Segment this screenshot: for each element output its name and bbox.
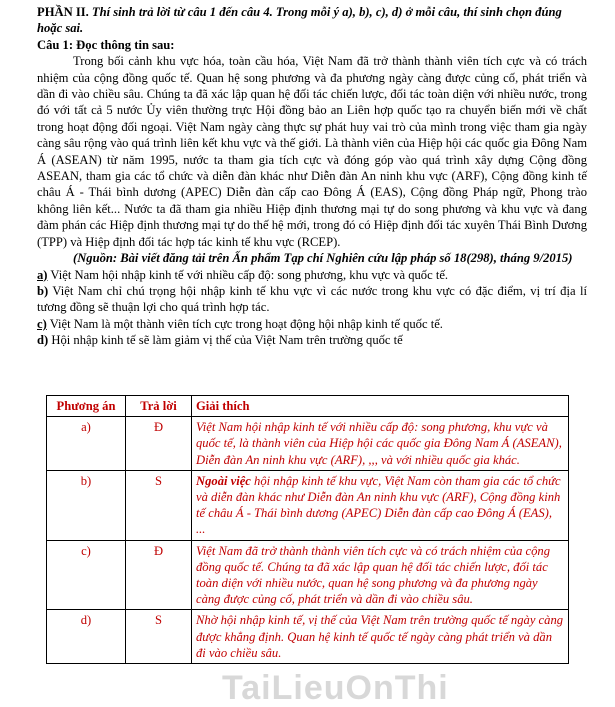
statement-text: Hội nhập kinh tế sẽ làm giảm vị thế của Việt Nam trên trường quốc tế xyxy=(48,333,403,348)
header-explanation: Giải thích xyxy=(192,396,569,417)
statement-label: c) xyxy=(37,316,47,331)
statement-label: d) xyxy=(37,333,49,348)
explanation-text: Nhờ hội nhập kinh tế, vị thế của Việt Nam trên trường quốc tế ngày càng được khẳng định. Quan hệ kinh tế quốc tế ngày càng phát triển và dần đi vào chiều sâu. xyxy=(196,613,564,660)
statement-text: Việt Nam chỉ chú trọng hội nhập kinh tế khu vực vì các nước trong khu vực có đặc điểm, vị trí địa lí tương đồng sẽ thuận lợi cho quá trình hợp tác. xyxy=(37,283,587,315)
row-answer: Đ xyxy=(126,540,192,610)
section-label: PHẦN II. xyxy=(37,5,89,19)
explanation-text: hội nhập kinh tế khu vực, Việt Nam còn tham gia các tổ chức và diễn đàn khác như Diễn đàn An ninh khu vực (ARF), Cộng đồng kinh tế châu Á - Thái bình dương (APEC) Diễn đàn cấp cao Đông Á (EAS), ... xyxy=(196,473,561,537)
statement-a xyxy=(37,267,587,283)
explanation-text: Việt Nam hội nhập kinh tế với nhiều cấp độ: song phương, khu vực và quốc tế, là thành viên của Hiệp hội các quốc gia Đông Nam Á (ASEAN), Diễn đàn An ninh khu vực (ARF), ,,, và với nhiều quốc gia khác. xyxy=(196,420,562,467)
watermark: TaiLieuOnThi xyxy=(222,669,449,707)
header-option: Phương án xyxy=(47,396,126,417)
document-page xyxy=(37,4,587,349)
statement-c xyxy=(37,316,587,332)
passage-source: (Nguồn: Bài viết đăng tải trên Ấn phẩm Tạp chí Nghiên cứu lập pháp số 18(298), tháng 9/2015) xyxy=(73,251,573,266)
row-answer: Đ xyxy=(126,417,192,471)
row-option: b) xyxy=(47,470,126,540)
row-answer: S xyxy=(126,470,192,540)
section-heading xyxy=(37,4,587,37)
statement-text: Việt Nam hội nhập kinh tế với nhiều cấp độ: song phương, khu vực và quốc tế. xyxy=(47,267,449,282)
answer-table xyxy=(46,395,569,664)
statement-b xyxy=(37,283,587,316)
table-row xyxy=(47,540,569,610)
statement-text: Việt Nam là một thành viên tích cực trong hoạt động hội nhập kinh tế quốc tế. xyxy=(46,316,443,331)
row-explanation xyxy=(192,610,569,664)
row-explanation xyxy=(192,540,569,610)
row-explanation xyxy=(192,417,569,471)
explanation-emphasis: Ngoài việc xyxy=(196,473,251,488)
table-row xyxy=(47,417,569,471)
question-title: Câu 1: Đọc thông tin sau: xyxy=(37,37,175,52)
explanation-text: Việt Nam đã trở thành thành viên tích cực và có trách nhiệm của cộng đồng quốc tế. Chúng ta đã xác lập quan hệ đối tác chiến lược, đối tác toàn diện với nhiều nước, quan hệ song phương và đa phương ngày càng được củng cố, phát triển và dần đi vào chiều sâu. xyxy=(196,543,551,607)
row-explanation xyxy=(192,470,569,540)
table-row xyxy=(47,470,569,540)
header-answer: Trả lời xyxy=(126,396,192,417)
section-instruction: Thí sinh trả lời từ câu 1 đến câu 4. Trong mỗi ý a), b), c), d) ở mỗi câu, thí sinh chọn đúng hoặc sai. xyxy=(37,5,562,36)
reading-passage: Trong bối cảnh khu vực hóa, toàn cầu hóa, Việt Nam đã trở thành thành viên tích cực và có trách nhiệm của cộng đồng quốc tế. Quan hệ song phương và đa phương ngày càng được củng cố, phát triển và dần đi vào chiều sâu. Chúng ta đã xác lập quan hệ đối tác chiến lược, đối tác toàn diện với nhiều nước, trong đó với tất cả 5 nước Ủy viên thường trực Hội đồng bảo an Liên hợp quốc tạo ra chuyển biến mới về chất trong hoạt động đối ngoại. Việt Nam ngày càng thực sự phát huy vai trò của mình trong việc tham gia ngày càng sâu rộng vào quá trình liên kết khu vực và thế giới. Là thành viên của Hiệp hội các quốc gia Đông Nam Á (ASEAN) từ năm 1995, nước ta tham gia tích cực và đóng góp vào quá trình xây dựng Cộng đồng ASEAN, tham gia các tổ chức và diễn đàn khác như Diễn đàn An ninh khu vực (ARF), Cộng đồng kinh tế châu Á - Thái bình dương (APEC) Diễn đàn cấp cao Đông Á (EAS), Cộng đồng Pháp ngữ, Phong trào không liên kết... Nước ta đã tham gia nhiều Hiệp định thương mại tự do song phương và khu vực và đang đàm phán các Hiệp định thương mại tự do thế hệ mới, trong đó có Hiệp định đối tác xuyên Thái Bình Dương (TPP) và Hiệp định đối tác hợp tác kinh tế khu vực (RCEP). xyxy=(37,54,587,249)
statement-label: b) xyxy=(37,283,49,298)
row-answer: S xyxy=(126,610,192,664)
row-option: a) xyxy=(47,417,126,471)
statement-label: a) xyxy=(37,267,48,282)
row-option: c) xyxy=(47,540,126,610)
row-option: d) xyxy=(47,610,126,664)
table-row xyxy=(47,610,569,664)
answer-table-header xyxy=(47,396,569,417)
statement-d xyxy=(37,332,587,348)
